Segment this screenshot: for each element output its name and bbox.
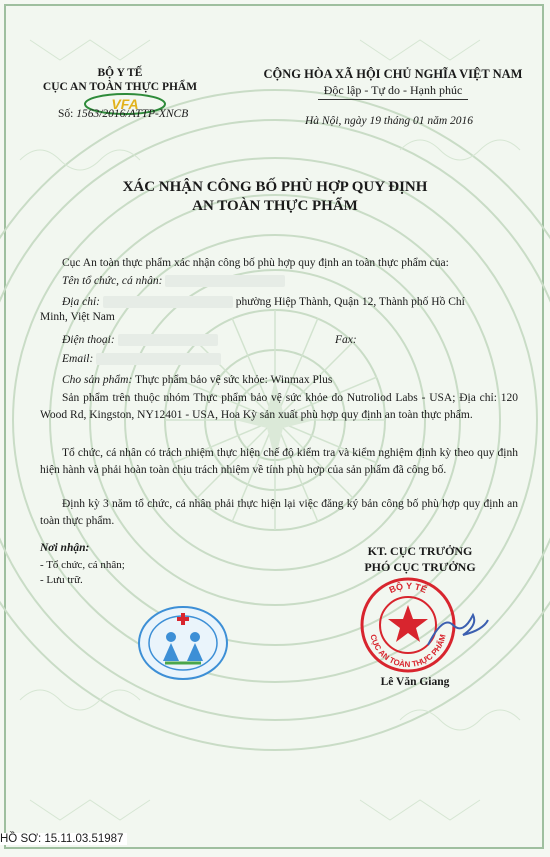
so-label: Số:	[58, 108, 74, 120]
ministry-name: BỘ Y TẾ	[97, 67, 143, 79]
agency-header	[30, 66, 210, 94]
seal-bottom-text: CỤC AN TOÀN THỰC PHẨM	[368, 633, 448, 670]
phone-label: Điện thoại:	[62, 334, 115, 346]
vfa-logo-text: VFA	[111, 96, 139, 112]
recipient-item-2: - Lưu trữ.	[40, 574, 83, 586]
redacted-address	[103, 296, 233, 308]
phone-row	[40, 332, 518, 349]
fax-label: Fax:	[335, 334, 357, 346]
signature-block	[335, 543, 505, 575]
agency-name: CỤC AN TOÀN THỰC PHẨM	[42, 81, 198, 93]
paragraph-responsibility: Tổ chức, cá nhân có trách nhiệm thực hiện chế độ kiểm tra và kiểm nghiệm định kỳ theo quy định hiện hành và phải hoàn toàn chịu trách nhiệm về tính phù hợp của sản phẩm đã công bố.	[40, 447, 518, 476]
address-label: Địa chỉ:	[62, 296, 101, 308]
signer-title-1: KT. CỤC TRƯỞNG	[367, 544, 473, 558]
email-label: Email:	[62, 353, 94, 365]
signer-name: Lê Văn Giang	[380, 676, 450, 688]
seal-top-text: BỘ Y TẾ	[387, 580, 429, 596]
so-value: 1563/2016/ATTP-XNCB	[76, 108, 189, 120]
product-value: Thực phẩm bảo vệ sức khỏe: Winmax Plus	[134, 374, 333, 386]
address-value-2: Minh, Việt Nam	[40, 311, 115, 323]
recipients-title: Nơi nhận:	[40, 542, 90, 554]
paragraph-renewal: Định kỳ 3 năm tổ chức, cá nhân phải thực hiện lại việc đăng ký bản công bố phù hợp quy định an toàn thực phẩm.	[40, 498, 518, 527]
product-row	[40, 372, 518, 389]
redacted-email	[96, 353, 221, 365]
org-row	[40, 273, 518, 290]
official-seal-icon	[358, 575, 498, 675]
dossier-number: HỒ SƠ: 15.11.03.51987	[0, 833, 127, 845]
title-line-1: XÁC NHẬN CÔNG BỐ PHÙ HỢP QUY ĐỊNH	[122, 179, 428, 195]
country-name: CỘNG HÒA XÃ HỘI CHỦ NGHĨA VIỆT NAM	[263, 67, 523, 81]
paragraph-manufacturer: Sản phẩm trên thuộc nhóm Thực phẩm bảo vệ sức khỏe do Nutroliod Labs - USA; Địa chỉ: 120 Wood Rd, Kingston, NY12401 - USA, Hoa Kỳ sản xuất phù hợp quy định an toàn thực phẩm.	[40, 392, 518, 421]
address-value-1: phường Hiệp Thành, Quận 12, Thành phố Hồ Chí	[235, 296, 465, 308]
org-label: Tên tổ chức, cá nhân:	[62, 275, 163, 287]
recipient-item-1: - Tổ chức, cá nhân;	[40, 559, 125, 571]
intro-text: Cục An toàn thực phẩm xác nhận công bố phù hợp quy định an toàn thực phẩm của:	[62, 257, 449, 269]
email-row	[40, 351, 518, 368]
title-line-2: AN TOÀN THỰC PHẨM	[192, 198, 358, 214]
document-title	[40, 178, 510, 216]
redacted-org	[165, 275, 285, 287]
issue-date: Hà Nội, ngày 19 tháng 01 năm 2016	[305, 115, 474, 127]
national-motto: Độc lập - Tự do - Hạnh phúc	[318, 82, 469, 100]
signer-title-2: PHÓ CỤC TRƯỞNG	[364, 560, 476, 574]
national-header	[253, 66, 533, 100]
document-number	[58, 108, 188, 120]
product-label: Cho sản phẩm:	[62, 374, 133, 386]
redacted-phone	[118, 334, 218, 346]
badge-stamp-icon	[135, 603, 231, 683]
